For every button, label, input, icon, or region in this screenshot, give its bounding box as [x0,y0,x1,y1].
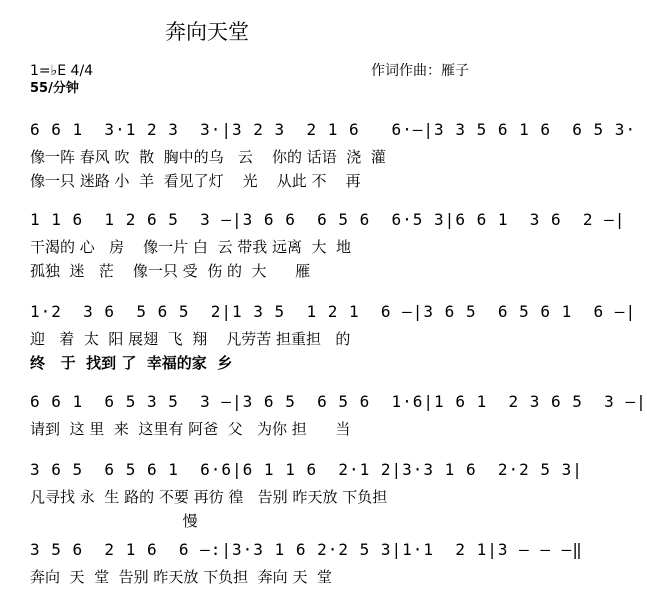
lyric-verse-2: 孤独 迷 茫 像一只 受 伤 的 大 雁 [30,262,311,280]
key-signature: 1=♭E 4/4 [30,63,94,79]
lyric-verse-1: 凡寻找 永 生 路的 不要 再彷 徨 告别 昨天放 下负担 [30,488,388,506]
tempo-marking: 55/分钟 [30,81,79,96]
lyric-verse-2: 像一只 迷路 小 羊 看见了灯 光 从此 不 再 [30,172,361,190]
notation-line: 3 6 5 6 5 6 1 6·6|6 1 1 6 2·1 2|3·3 1 6 2·2 5 3| [30,460,583,479]
lyric-verse-1: 请到 这 里 来 这里有 阿爸 父 为你 担 当 [30,420,351,438]
notation-line: 1 1 6 1 2 6 5 3 –|3 6 6 6 5 6 6·5 3|6 6 1 3 6 2 –| [30,210,626,229]
notation-line: 1·2 3 6 5 6 5 2|1 3 5 1 2 1 6 –|3 6 5 6 5 6 1 6 –| [30,302,637,321]
music-system-6 [0,520,583,600]
notation-line: 6 6 1 3·1 2 3 3·|3 2 3 2 1 6 6·–|3 3 5 6 1 6 6 5 3· [30,120,637,139]
lyric-verse-1: 迎 着 太 阳 展翅 飞 翔 凡劳苦 担重担 的 [30,330,351,348]
notation-line: 3 5 6 2 1 6 6 –:|3·3 1 6 2·2 5 3|1·1 2 1|3 – – –‖ [30,540,583,559]
music-system-3 [0,282,637,372]
music-system-1 [0,100,637,190]
music-system-5 [0,440,583,530]
song-title: 奔向天堂 [165,20,249,44]
lyric-verse-1: 干渴的 心 房 像一片 白 云 带我 远离 大 地 [30,238,352,256]
notation-line: 6 6 1 6 5 3 5 3 –|3 6 5 6 5 6 1·6|1 6 1 2 3 6 5 3 –| [30,392,647,411]
lyric-tempo-note: 慢 [30,512,198,530]
lyric-verse-1: 奔向 天 堂 告别 昨天放 下负担 奔向 天 堂 [30,568,332,586]
music-system-2 [0,190,626,280]
composer-credit: 作词作曲：雁子 [371,63,469,79]
lyric-verse-2: 终 于 找到 了 幸福的家 乡 [30,354,233,372]
lyric-verse-1: 像一阵 春风 吹 散 胸中的乌 云 你的 话语 浇 灌 [30,148,386,166]
